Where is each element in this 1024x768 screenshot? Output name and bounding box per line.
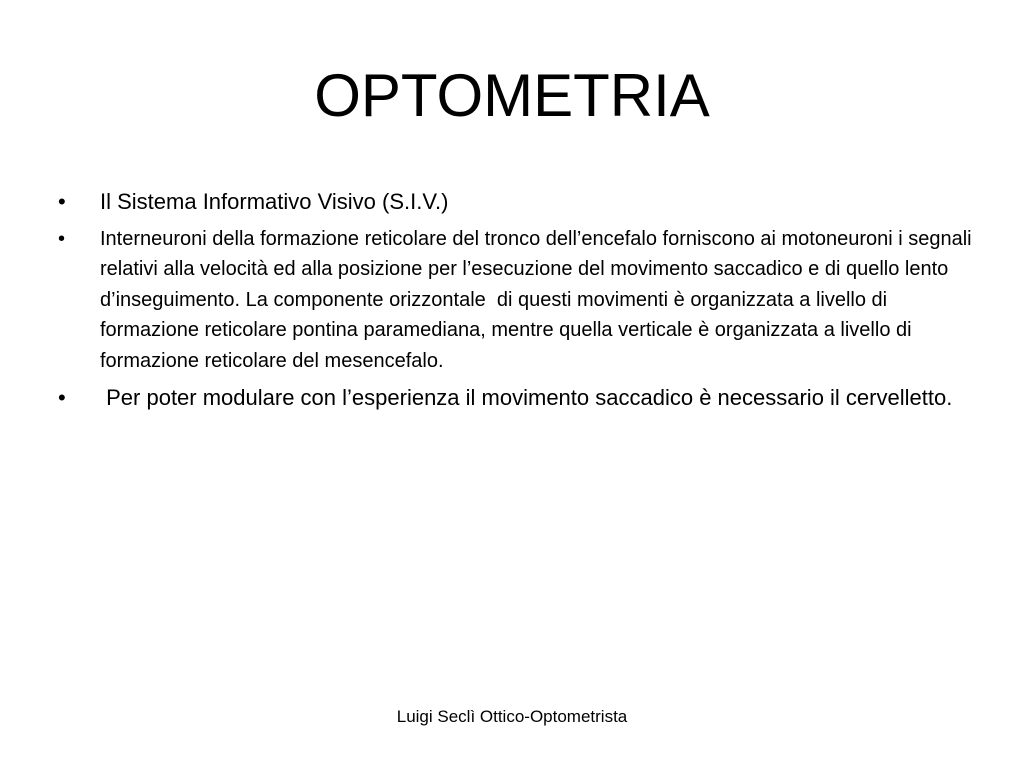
bullet-text: Il Sistema Informativo Visivo (S.I.V.): [100, 189, 449, 214]
bullet-item-siv: [58, 186, 978, 218]
bullet-marker: •: [58, 228, 66, 250]
bullet-item-cervelletto: [58, 382, 978, 414]
footer-text: Luigi Seclì Ottico-Optometrista: [396, 707, 628, 726]
bullet-text: Per poter modulare con l’esperienza il movimento saccadico è necessario il cervelletto.: [100, 385, 953, 411]
slide-footer: [0, 705, 1024, 729]
bullet-list: [58, 186, 978, 420]
bullet-text: Interneuroni della formazione reticolare del tronco dell’encefalo forniscono ai motoneuroni i segnali relativi alla velocità ed alla posizione per l’esecuzione del movimento saccadico e di quello lento d’inseguimento. La componente orizzontale di questi movimenti è organizzata a livello di formazione reticolare pontina paramediana, mentre quella verticale è organizzata a livello di formazione reticolare del mesencefalo.: [100, 228, 978, 372]
slide-title: OPTOMETRIA: [314, 62, 710, 129]
bullet-marker: •: [58, 189, 66, 214]
bullet-item-interneuroni: [58, 224, 978, 376]
bullet-marker: •: [58, 385, 66, 411]
